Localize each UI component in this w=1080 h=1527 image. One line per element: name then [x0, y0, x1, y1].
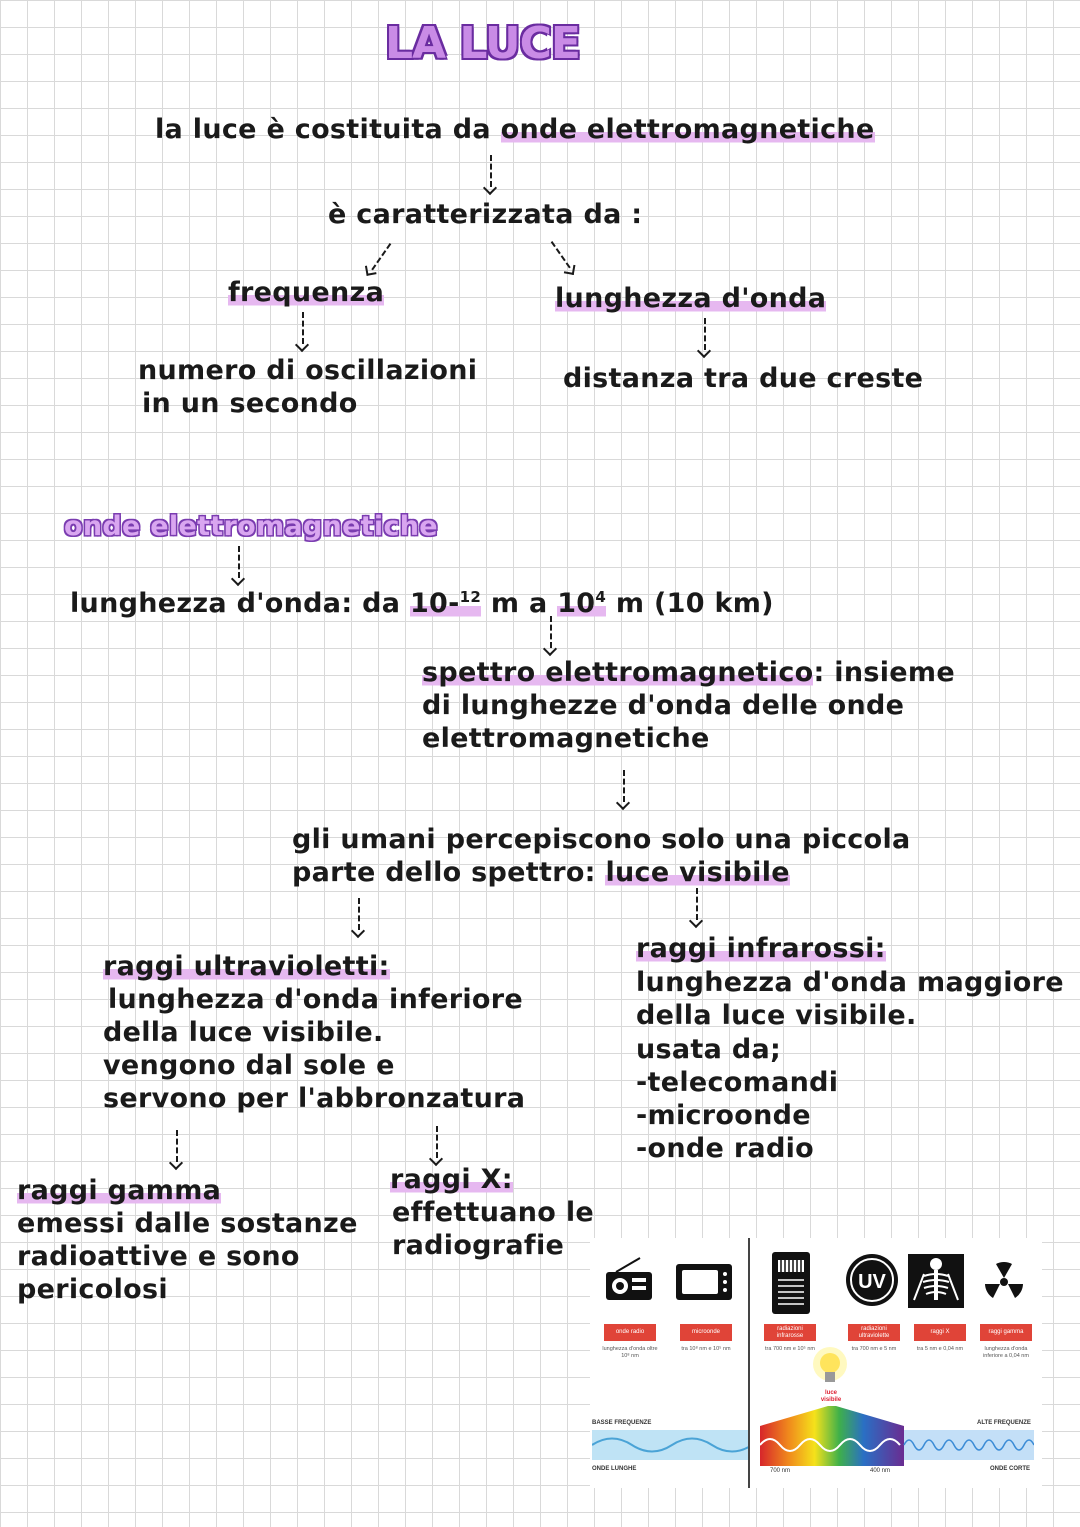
highlight-onde: onde elettromagnetiche: [500, 114, 875, 145]
nm-700-label: 700 nm: [770, 1468, 791, 1474]
label-ultraviolette: radiazioni ultraviolette: [848, 1324, 900, 1341]
gamma-line: pericolosi: [17, 1274, 168, 1305]
umani-line: gli umani percepiscono solo una piccola: [292, 824, 911, 855]
ir-heading: [636, 932, 886, 965]
arrow-down-right-icon: [546, 238, 580, 279]
sub-infrarosse: tra 700 nm e 10⁵ nm: [765, 1346, 815, 1352]
xray-line: effettuano le: [392, 1197, 595, 1228]
radio-icon: [600, 1250, 660, 1310]
arrow-down-icon: [698, 318, 712, 358]
range-text: lunghezza d'onda: da: [70, 588, 410, 619]
lunghezza-def: distanza tra due creste: [563, 363, 924, 394]
spettro-rest: : insieme: [813, 657, 955, 688]
range-post: m (10 km): [606, 588, 774, 619]
range-a-exp: 12: [459, 588, 482, 606]
umani-text: parte dello spettro:: [292, 857, 606, 888]
label-microonde: microonde: [680, 1324, 732, 1341]
onde-lunghe-label: ONDE LUNGHE: [592, 1466, 637, 1472]
uv-icon: [842, 1250, 902, 1310]
svg-text:UV: UV: [858, 1271, 886, 1293]
frequenza-def: numero di oscillazioni: [138, 355, 478, 386]
gamma-line: radioattive e sono: [17, 1241, 300, 1272]
luce-visibile-highlight: luce visibile: [605, 857, 790, 888]
arrow-down-icon: [617, 770, 631, 810]
sub-raggi-x: tra 5 nm e 0,04 nm: [916, 1346, 964, 1352]
basse-frequenze-label: BASSE FREQUENZE: [592, 1420, 652, 1426]
sub-onde-radio: lunghezza d'onda oltre 10⁸ nm: [602, 1346, 658, 1359]
range-a-base: 10-: [409, 588, 460, 619]
divider: [748, 1238, 750, 1488]
uv-line: vengono dal sole e: [103, 1050, 395, 1081]
microwave-icon: [674, 1250, 734, 1310]
radiation-icon: [974, 1250, 1034, 1310]
luce-visibile-label: luce visibile: [820, 1390, 842, 1403]
ir-heading-text: raggi infrarossi:: [636, 933, 886, 964]
xray-line: radiografie: [392, 1230, 565, 1261]
label-infrarosse: radiazioni infrarosse: [764, 1324, 816, 1341]
arrow-down-icon: [352, 898, 366, 938]
arrow-down-icon: [232, 546, 246, 586]
spettro-line: elettromagnetiche: [422, 723, 710, 754]
intro-line: [155, 113, 875, 146]
high-frequency-wave: [760, 1430, 1034, 1460]
ir-line: usata da;: [636, 1034, 782, 1065]
range-mid: m a: [481, 588, 558, 619]
arrow-down-icon: [690, 888, 704, 928]
arrow-down-left-icon: [362, 240, 396, 281]
gamma-line: emessi dalle sostanze: [17, 1208, 358, 1239]
lightbulb-icon: [812, 1346, 848, 1394]
range-b: [557, 588, 606, 619]
lunghezza-label: [555, 282, 826, 315]
spettro-line: di lunghezze d'onda delle onde: [422, 690, 905, 721]
onde-corte-label: ONDE CORTE: [990, 1466, 1031, 1472]
arrow-down-icon: [544, 616, 558, 656]
label-raggi-x: raggi X: [914, 1324, 966, 1341]
spettro-highlight: spettro elettromagnetico: [422, 657, 814, 688]
caratterizzata-text: è caratterizzata da :: [328, 199, 643, 230]
arrow-down-icon: [430, 1126, 444, 1166]
uv-heading: [103, 950, 390, 983]
uv-line: lunghezza d'onda inferiore: [108, 984, 524, 1015]
label-raggi-gamma: raggi gamma: [980, 1324, 1032, 1341]
range-line: [70, 587, 774, 620]
sub-ultraviolette: tra 700 nm e 5 nm: [851, 1346, 897, 1352]
page-title: LA LUCE: [385, 18, 580, 69]
ir-line: lunghezza d'onda maggiore: [636, 967, 1064, 998]
spectrum-infographic: [590, 1238, 1042, 1488]
sub-microonde: tra 10⁸ nm e 10⁵ nm: [681, 1346, 731, 1352]
frequenza-def: in un secondo: [142, 388, 358, 419]
arrow-down-icon: [296, 312, 310, 352]
ir-line: della luce visibile.: [636, 1000, 917, 1031]
uv-line: servono per l'abbronzatura: [103, 1083, 526, 1114]
arrow-down-icon: [170, 1130, 184, 1170]
umani-line: [292, 856, 790, 889]
low-frequency-wave: [592, 1430, 748, 1460]
onde-heading: onde elettromagnetiche: [64, 511, 438, 542]
range-b-base: 10: [557, 588, 596, 619]
gamma-heading-text: raggi gamma: [17, 1175, 222, 1206]
lunghezza-text: lunghezza d'onda: [555, 283, 827, 314]
range-a: [410, 588, 481, 619]
xray-icon: [906, 1250, 966, 1310]
alte-frequenze-label: ALTE FREQUENZE: [977, 1420, 1031, 1426]
frequenza-text: frequenza: [228, 277, 385, 308]
ir-line: -microonde: [636, 1100, 811, 1131]
heater-icon: [762, 1250, 822, 1310]
frequenza-label: [228, 276, 384, 309]
sub-raggi-gamma: lunghezza d'onda inferiore a 0,04 nm: [983, 1346, 1029, 1359]
intro-text: la luce è costituita da: [155, 114, 501, 145]
label-onde-radio: onde radio: [604, 1324, 656, 1341]
ir-line: -onde radio: [636, 1133, 814, 1164]
gamma-heading: [17, 1174, 221, 1207]
arrow-down-icon: [484, 155, 498, 195]
uv-heading-text: raggi ultravioletti:: [103, 951, 390, 982]
ir-line: -telecomandi: [636, 1067, 839, 1098]
xray-heading: [390, 1163, 513, 1196]
uv-line: della luce visibile.: [103, 1017, 384, 1048]
spettro-line: [422, 656, 955, 689]
xray-heading-text: raggi X:: [390, 1164, 513, 1195]
nm-400-label: 400 nm: [870, 1468, 891, 1474]
range-b-exp: 4: [595, 588, 607, 606]
